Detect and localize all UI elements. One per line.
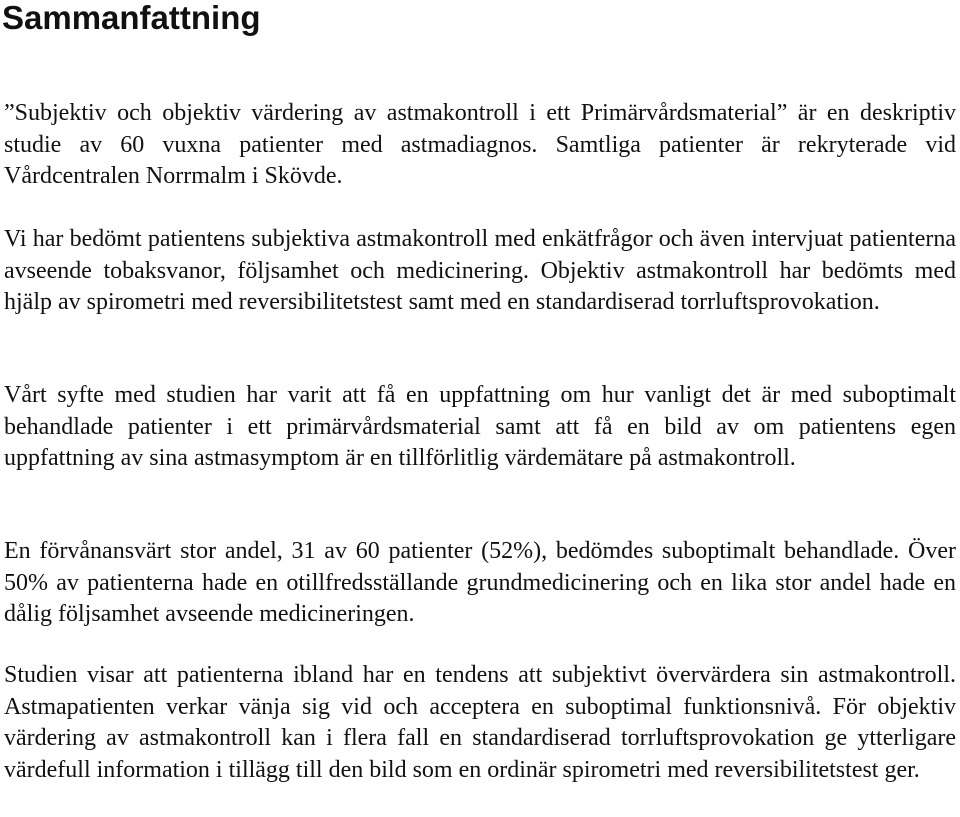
- paragraph-results: En förvånansvärt stor andel, 31 av 60 patienter (52%), bedömdes suboptimalt behandlade. Över 50% av patienterna hade en otillfredsställande grundmedicinering och en lika stor andel hade en dålig följsamhet avseende medicineringen.: [4, 538, 956, 627]
- paragraph-study-description: ”Subjektiv och objektiv värdering av astmakontroll i ett Primärvårdsmaterial” är en deskriptiv studie av 60 vuxna patienter med astmadiagnos. Samtliga patienter är rekryterade vid Vårdcentralen Norrmalm i Skövde.: [4, 100, 956, 189]
- paragraph-conclusion: Studien visar att patienterna ibland har en tendens att subjektivt övervärdera sin astmakontroll. Astmapatienten verkar vänja sig vid och acceptera en suboptimal funktionsnivå. För objektiv värdering av astmakontroll kan i flera fall en standardiserad torrluftsprovokation ge ytterligare värdefull information i tillägg till den bild som en ordinär spirometri med reversibilitetstest ger.: [4, 662, 956, 783]
- paragraph-aim: Vårt syfte med studien har varit att få en uppfattning om hur vanligt det är med suboptimalt behandlade patienter i ett primärvårdsmaterial samt att få en bild av om patientens egen uppfattning av sina astmasymptom är en tillförlitlig värdemätare på astmakontroll.: [4, 382, 956, 471]
- paragraph-methods: Vi har bedömt patientens subjektiva astmakontroll med enkätfrågor och även intervjuat patienterna avseende tobaksvanor, följsamhet och medicinering. Objektiv astmakontroll har bedömts med hjälp av spirometri med reversibilitetstest samt med en standardiserad torrluftsprovokation.: [4, 226, 956, 315]
- page-title: Sammanfattning: [2, 0, 261, 36]
